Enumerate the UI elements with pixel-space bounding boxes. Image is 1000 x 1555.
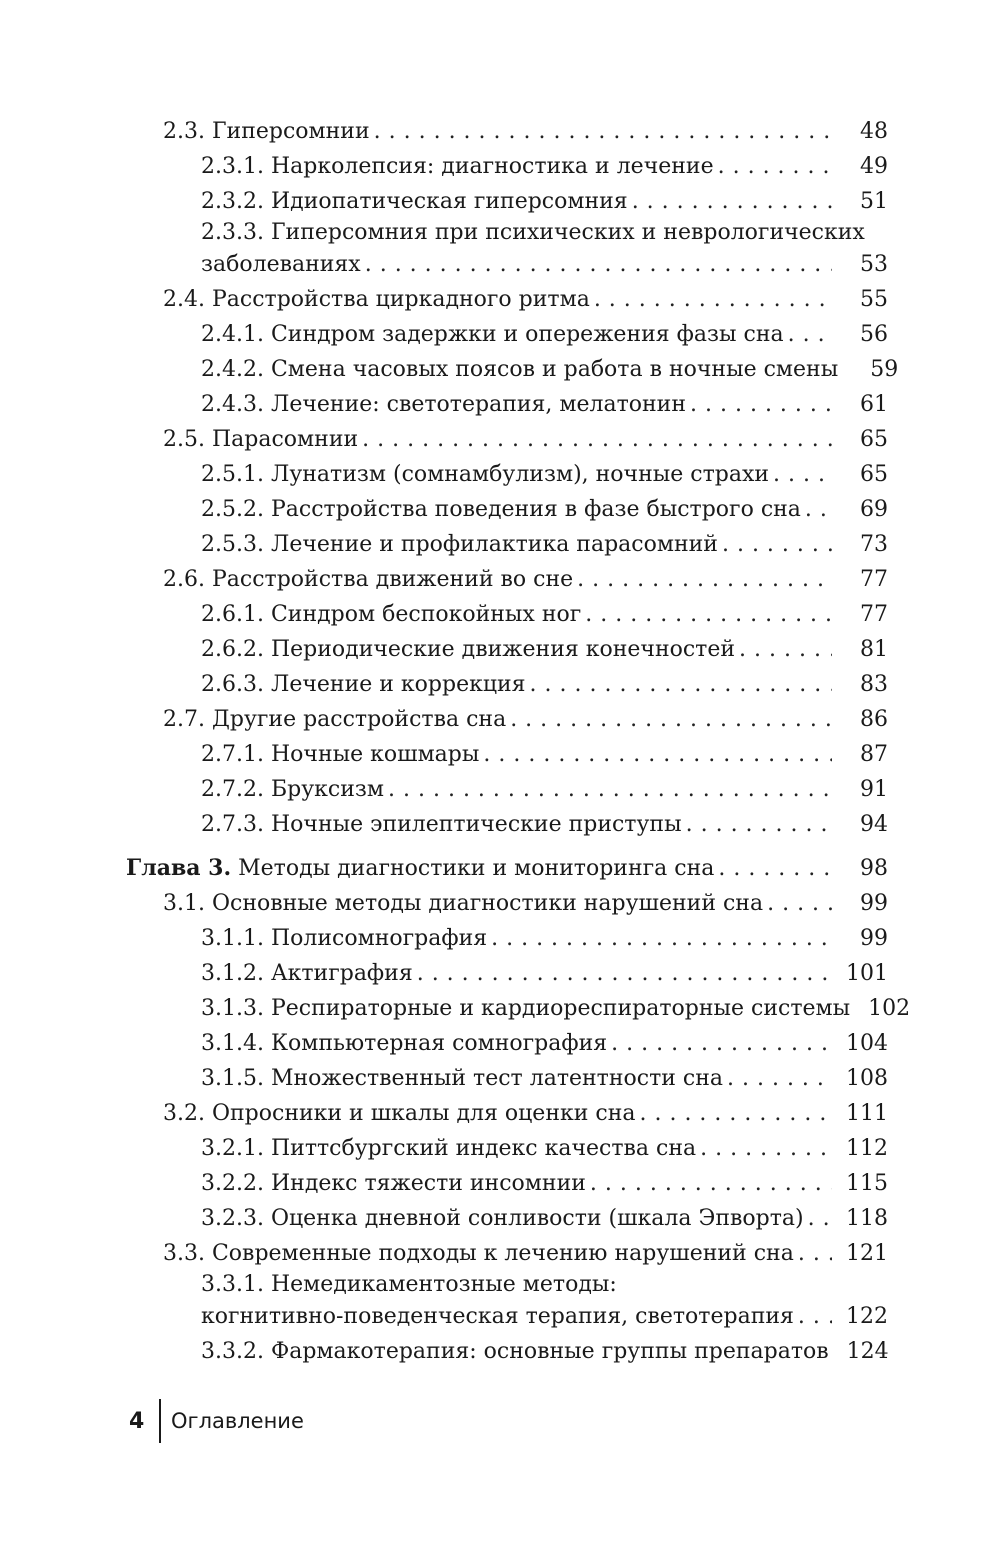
toc-page-number: 81: [860, 637, 888, 662]
toc-entry: [0, 1096, 1000, 1131]
toc-page-number: 94: [860, 812, 888, 837]
dot-leader: [362, 422, 832, 457]
dot-leader: [686, 807, 832, 842]
dot-leader: [365, 247, 832, 282]
toc-entry-title: 3.1. Основные методы диагностики нарушений сна: [163, 891, 764, 916]
toc-entry-title: когнитивно-поведенческая терапия, светотерапия: [201, 1304, 794, 1329]
toc-entry: [0, 921, 1000, 956]
toc-entry: [0, 1061, 1000, 1096]
dot-leader: [718, 149, 832, 184]
dot-leader: [594, 282, 832, 317]
toc-entry: [0, 1271, 1000, 1334]
toc-page-number: 59: [870, 357, 899, 382]
dot-leader: [798, 1236, 832, 1271]
toc-entry-title: 2.5.2. Расстройства поведения в фазе быстрого сна: [201, 497, 801, 522]
toc-page-number: 102: [868, 996, 911, 1021]
toc-entry-title: 2.7. Другие расстройства сна: [163, 707, 507, 732]
toc-page-number: 53: [860, 252, 888, 277]
toc-page-number: 122: [846, 1304, 888, 1329]
toc-entry: [0, 1026, 1000, 1061]
toc-page-number: 104: [846, 1031, 888, 1056]
toc-entry: [0, 422, 1000, 457]
toc-entry-title: 3.2. Опросники и шкалы для оценки сна: [163, 1101, 636, 1126]
toc-entry-title: заболеваниях: [201, 252, 361, 277]
dot-leader: [773, 457, 832, 492]
toc-entry-title: 3.1.1. Полисомнография: [201, 926, 488, 951]
toc-chapter-entry: [0, 851, 1000, 886]
toc-page-number: 121: [846, 1241, 888, 1266]
running-header-label: Оглавление: [171, 1409, 304, 1433]
toc-entry-title: 3.2.2. Индекс тяжести инсомнии: [201, 1171, 586, 1196]
toc-entry: [0, 807, 1000, 842]
dot-leader: [722, 527, 832, 562]
table-of-contents: [0, 114, 1000, 1369]
dot-leader: [808, 1201, 832, 1236]
toc-entry-title: 2.4. Расстройства циркадного ритма: [163, 287, 590, 312]
toc-page-number: 49: [860, 154, 888, 179]
toc-entry: [0, 956, 1000, 991]
toc-entry-title: 2.5.1. Лунатизм (сомнамбулизм), ночные страхи: [201, 462, 770, 487]
dot-leader: [611, 1026, 832, 1061]
dot-leader: [417, 956, 832, 991]
dot-leader: [510, 702, 832, 737]
toc-page-number: 98: [860, 856, 888, 881]
toc-entry-title: 3.2.1. Питтсбургский индекс качества сна: [201, 1136, 697, 1161]
dot-leader: [585, 597, 832, 632]
toc-entry-title: 2.4.3. Лечение: светотерапия, мелатонин: [201, 392, 687, 417]
toc-entry: [0, 1236, 1000, 1271]
toc-entry-title: 3.3.1. Немедикаментозные методы:: [201, 1272, 617, 1297]
toc-entry-title: 3.3.2. Фармакотерапия: основные группы препаратов: [201, 1339, 829, 1364]
dot-leader: [805, 492, 832, 527]
toc-entry: [0, 772, 1000, 807]
dot-leader: [639, 1096, 832, 1131]
toc-entry: [0, 317, 1000, 352]
toc-entry: [0, 492, 1000, 527]
dot-leader: [388, 772, 832, 807]
toc-page-number: 91: [860, 777, 888, 802]
dot-leader: [700, 1131, 832, 1166]
toc-entry: [0, 282, 1000, 317]
toc-entry-title: 2.6.3. Лечение и коррекция: [201, 672, 526, 697]
page-footer: [129, 1398, 304, 1444]
toc-entry-title: 2.7.1. Ночные кошмары: [201, 742, 480, 767]
dot-leader: [798, 1299, 832, 1334]
toc-entry: [0, 737, 1000, 772]
dot-leader: [690, 387, 832, 422]
toc-page-number: 48: [860, 119, 888, 144]
toc-entry: [0, 352, 1000, 387]
toc-entry-title: 3.1.5. Множественный тест латентности сна: [201, 1066, 723, 1091]
dot-leader: [577, 562, 832, 597]
dot-leader: [788, 317, 832, 352]
toc-page-number: 65: [860, 462, 888, 487]
toc-entry-title: 2.5.3. Лечение и профилактика парасомний: [201, 532, 718, 557]
toc-page-number: 87: [860, 742, 888, 767]
toc-entry: [0, 527, 1000, 562]
toc-entry-title: Методы диагностики и мониторинга сна: [238, 856, 715, 881]
toc-entry: [0, 149, 1000, 184]
toc-page-number: 112: [846, 1136, 888, 1161]
toc-entry: [0, 632, 1000, 667]
toc-entry-title: 3.3. Современные подходы к лечению нарушений сна: [163, 1241, 794, 1266]
toc-page-number: 99: [860, 891, 888, 916]
toc-entry: [0, 667, 1000, 702]
toc-page-number: 73: [860, 532, 888, 557]
toc-page-number: 65: [860, 427, 888, 452]
toc-entry-title: 2.6.2. Периодические движения конечностей: [201, 637, 736, 662]
dot-leader: [483, 737, 832, 772]
toc-entry-title: 2.7.2. Бруксизм: [201, 777, 385, 802]
dot-leader: [718, 851, 832, 886]
dot-leader: [491, 921, 832, 956]
toc-page-number: 101: [846, 961, 888, 986]
toc-page-number: 69: [860, 497, 888, 522]
toc-entry: [0, 219, 1000, 282]
toc-entry: [0, 886, 1000, 921]
toc-entry: [0, 1131, 1000, 1166]
toc-entry-title: 2.6.1. Синдром беспокойных ног: [201, 602, 582, 627]
toc-entry-title: 3.1.2. Актиграфия: [201, 961, 413, 986]
toc-entry: [0, 387, 1000, 422]
toc-page-number: 108: [846, 1066, 888, 1091]
toc-entry-title: 2.3. Гиперсомнии: [163, 119, 370, 144]
toc-entry: [0, 1334, 1000, 1369]
toc-entry: [0, 184, 1000, 219]
toc-chapter-label: Глава 3.: [126, 855, 232, 881]
dot-leader: [590, 1166, 832, 1201]
toc-entry-title: 2.4.1. Синдром задержки и опережения фазы сна: [201, 322, 784, 347]
toc-entry-title: 2.4.2. Смена часовых поясов и работа в ночные смены: [201, 357, 839, 382]
toc-page-number: 124: [846, 1339, 889, 1364]
toc-entry-title: 2.3.2. Идиопатическая гиперсомния: [201, 189, 628, 214]
dot-leader: [374, 114, 832, 149]
toc-page-number: 83: [860, 672, 888, 697]
toc-entry: [0, 562, 1000, 597]
toc-page-number: 111: [846, 1101, 888, 1126]
toc-entry: [0, 597, 1000, 632]
dot-leader: [727, 1061, 832, 1096]
page-number: 4: [129, 1408, 145, 1434]
dot-leader: [632, 184, 832, 219]
toc-entry: [0, 702, 1000, 737]
toc-page-number: 51: [860, 189, 888, 214]
toc-entry-title: 3.1.3. Респираторные и кардиореспираторные системы: [201, 996, 851, 1021]
dot-leader: [739, 632, 832, 667]
toc-entry: [0, 1166, 1000, 1201]
toc-page-number: 77: [860, 602, 888, 627]
toc-entry-title: 2.7.3. Ночные эпилептические приступы: [201, 812, 682, 837]
toc-page-number: 99: [860, 926, 888, 951]
toc-entry: [0, 114, 1000, 149]
toc-page-number: 56: [860, 322, 888, 347]
toc-page-number: 55: [860, 287, 888, 312]
toc-page-number: 118: [846, 1206, 888, 1231]
toc-entry: [0, 457, 1000, 492]
toc-page-number: 115: [846, 1171, 888, 1196]
toc-page-number: 86: [860, 707, 888, 732]
footer-divider: [159, 1399, 161, 1443]
dot-leader: [767, 886, 832, 921]
toc-entry-title: 2.6. Расстройства движений во сне: [163, 567, 574, 592]
toc-entry-title: 2.3.3. Гиперсомния при психических и неврологических: [201, 220, 865, 245]
toc-entry-title: 3.1.4. Компьютерная сомнография: [201, 1031, 608, 1056]
toc-entry-title: 2.3.1. Нарколепсия: диагностика и лечение: [201, 154, 714, 179]
toc-page-number: 77: [860, 567, 888, 592]
dot-leader: [530, 667, 832, 702]
toc-entry: [0, 1201, 1000, 1236]
toc-entry-title: 2.5. Парасомнии: [163, 427, 359, 452]
toc-entry: [0, 991, 1000, 1026]
toc-entry-title: 3.2.3. Оценка дневной сонливости (шкала Эпворта): [201, 1206, 804, 1231]
toc-page-number: 61: [860, 392, 888, 417]
